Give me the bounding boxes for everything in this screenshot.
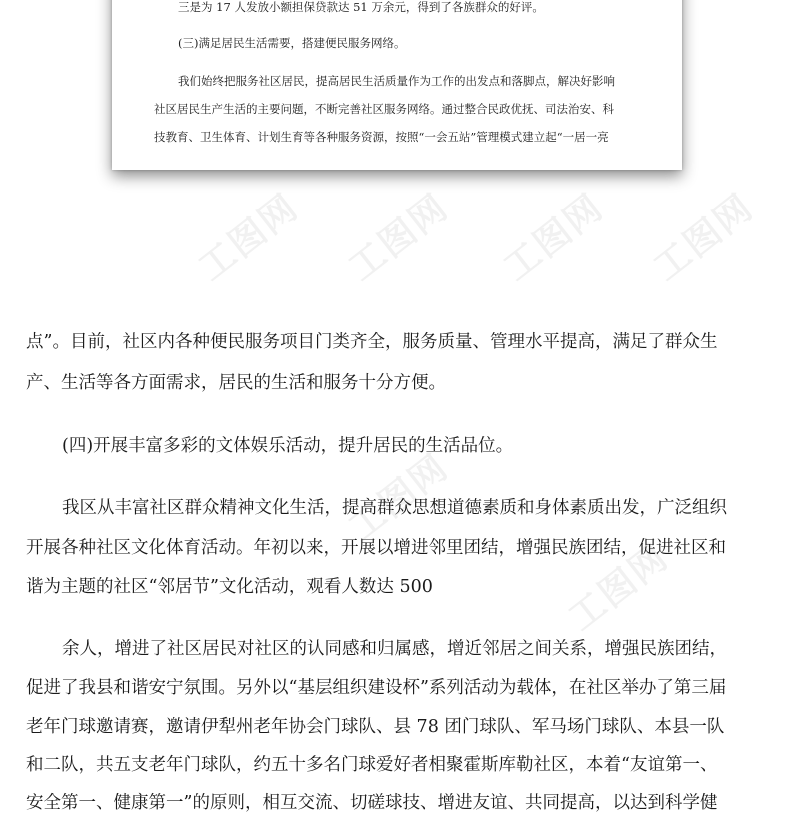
watermark: 工图网 <box>191 186 307 290</box>
card-text-line: 三是为 17 人发放小额担保贷款达 51 万余元，得到了各族群众的好评。 <box>178 0 544 14</box>
card-text-line: 我们始终把服务社区居民，提高居民生活质量作为工作的出发点和落脚点，解决好影响 <box>178 74 615 88</box>
body-text-line: 安全第一、健康第一”的原则，相互交流、切磋球技、增进友谊、共同提高，以达到科学健 <box>26 793 718 813</box>
body-text-line: 产、生活等各方面需求，居民的生活和服务十分方便。 <box>26 373 446 393</box>
body-text-line: 我区从丰富社区群众精神文化生活，提高群众思想道德素质和身体素质出发，广泛组织 <box>62 498 727 518</box>
section-heading: (四)开展丰富多彩的文体娱乐活动，提升居民的生活品位。 <box>62 436 514 456</box>
body-text-line: 老年门球邀请赛，邀请伊犁州老年协会门球队、县 78 团门球队、军马场门球队、本县一队 <box>26 717 725 737</box>
card-text-line: 社区居民生产生活的主要问题，不断完善社区服务网络。通过整合民政优抚、司法治安、科 <box>154 102 614 116</box>
body-text-line: 促进了我县和谐安宁氛围。另外以“基层组织建设杯”系列活动为载体，在社区举办了第三届 <box>26 678 727 698</box>
body-text-line: 点”。目前，社区内各种便民服务项目门类齐全，服务质量、管理水平提高，满足了群众生 <box>26 332 718 352</box>
watermark: 工图网 <box>561 536 677 640</box>
page-preview-card <box>112 0 682 170</box>
body-text-line: 谐为主题的社区“邻居节”文化活动，观看人数达 500 <box>26 577 433 597</box>
card-text-line: (三)满足居民生活需要，搭建便民服务网络。 <box>178 36 406 50</box>
card-text-line: 技教育、卫生体育、计划生育等各种服务资源，按照“一会五站”管理模式建立起“一居一亮 <box>154 130 609 144</box>
body-text-line: 和二队，共五支老年门球队，约五十多名门球爱好者相聚霍斯库勒社区，本着“友谊第一、 <box>26 755 718 775</box>
watermark: 工图网 <box>646 186 762 290</box>
watermark: 工图网 <box>341 446 457 550</box>
watermark: 工图网 <box>496 186 612 290</box>
body-text-line: 开展各种社区文化体育活动。年初以来，开展以增进邻里团结，增强民族团结，促进社区和 <box>26 538 726 558</box>
body-text-line: 余人，增进了社区居民对社区的认同感和归属感，增近邻居之间关系，增强民族团结， <box>62 639 727 659</box>
watermark: 工图网 <box>341 186 457 290</box>
